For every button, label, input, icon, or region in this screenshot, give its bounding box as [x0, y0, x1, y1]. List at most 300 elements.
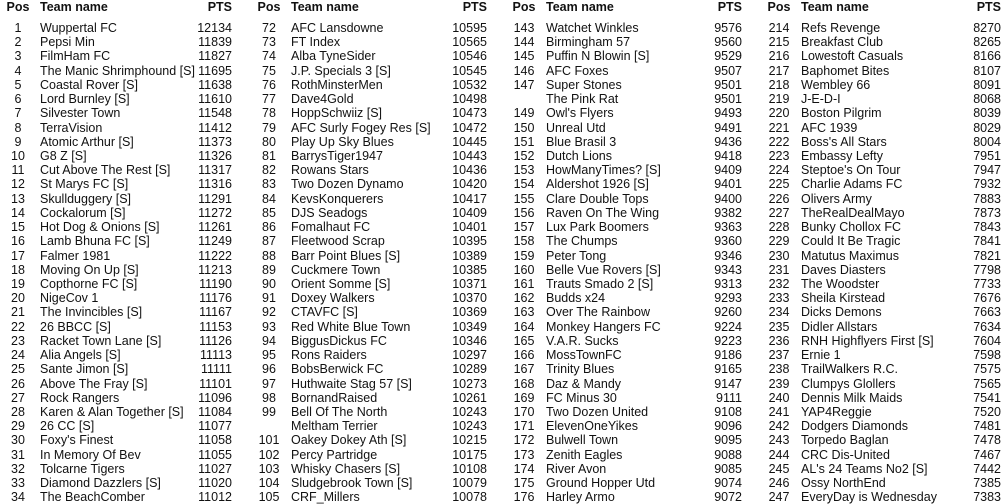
table-row [506, 305, 742, 319]
position-cell: 22 [11, 319, 25, 334]
position-cell: 6 [14, 92, 22, 107]
team-name-cell: Monkey Hangers FC [546, 319, 661, 334]
table-row [761, 334, 1001, 348]
points-cell: 10443 [452, 148, 487, 163]
points-cell: 11839 [198, 35, 232, 50]
team-name-cell: Sheila Kirstead [801, 291, 886, 306]
points-cell: 11020 [198, 476, 232, 491]
team-name-cell: Moving On Up [S] [40, 262, 139, 277]
position-cell: 219 [768, 92, 790, 107]
points-cell: 7883 [973, 191, 1001, 206]
points-cell: 11261 [198, 220, 232, 235]
team-name-cell: Dennis Milk Maids [801, 390, 903, 405]
column-header [251, 0, 487, 14]
position-cell: 31 [11, 447, 25, 462]
table-row [506, 263, 742, 277]
points-cell: 9186 [714, 348, 742, 363]
team-name-cell: Play Up Sky Blues [291, 134, 394, 149]
points-cell: 7843 [973, 220, 1001, 235]
table-row [761, 163, 1001, 177]
points-cell: 10401 [452, 220, 487, 235]
points-cell: 11190 [199, 276, 232, 291]
team-name-cell: Breakfast Club [801, 35, 883, 50]
points-cell: 10370 [452, 291, 487, 306]
team-name-cell: Pepsi Min [40, 35, 95, 50]
points-cell: 7575 [973, 362, 1001, 377]
table-row [506, 348, 742, 362]
header-pos: Pos [257, 0, 281, 14]
position-cell: 13 [11, 191, 25, 206]
position-cell: 233 [768, 291, 790, 306]
points-cell: 9313 [714, 276, 742, 291]
team-name-cell: RothMinsterMen [291, 77, 383, 92]
table-row [0, 64, 232, 78]
points-cell: 7478 [973, 433, 1001, 448]
table-row [251, 419, 487, 433]
position-cell: 99 [262, 404, 276, 419]
team-name-cell: Wuppertal FC [40, 21, 117, 35]
points-cell: 7481 [973, 419, 1001, 434]
table-row [761, 320, 1001, 334]
table-column-3 [506, 0, 742, 504]
table-row [761, 305, 1001, 319]
points-cell: 8166 [973, 49, 1001, 64]
position-cell: 83 [262, 177, 276, 192]
table-row [761, 21, 1001, 35]
team-name-cell: TrailWalkers R.C. [801, 362, 898, 377]
points-cell: 8091 [973, 77, 1001, 92]
points-cell: 7383 [973, 490, 1001, 504]
points-cell: 10473 [452, 106, 487, 121]
points-cell: 11272 [198, 205, 232, 220]
team-name-cell: BornandRaised [291, 390, 378, 405]
team-name-cell: AL's 24 Teams No2 [S] [801, 461, 928, 476]
team-name-cell: 26 CC [S] [40, 419, 95, 434]
team-name-cell: CRF_Millers [291, 490, 360, 504]
points-cell: 9360 [714, 234, 742, 249]
table-row [506, 220, 742, 234]
position-cell: 225 [768, 177, 790, 192]
header-pts: PTS [462, 0, 487, 14]
team-name-cell: Daz & Mandy [546, 376, 622, 391]
points-cell: 11096 [198, 390, 232, 405]
position-cell: 34 [11, 490, 25, 504]
table-row [251, 263, 487, 277]
team-name-cell: Bell Of The North [291, 404, 388, 419]
position-cell: 238 [768, 362, 790, 377]
position-cell: 79 [262, 120, 276, 135]
header-pts: PTS [717, 0, 742, 14]
team-name-cell: Atomic Arthur [S] [40, 134, 134, 149]
points-cell: 9501 [714, 77, 742, 92]
table-row [506, 476, 742, 490]
table-row [506, 419, 742, 433]
points-cell: 11317 [198, 163, 232, 178]
table-row [0, 391, 232, 405]
table-row [0, 163, 232, 177]
points-cell: 10108 [452, 461, 487, 476]
team-name-cell: Over The Rainbow [546, 305, 650, 320]
team-name-cell: Super Stones [546, 77, 622, 92]
position-cell: 156 [513, 205, 535, 220]
position-cell: 173 [513, 447, 535, 462]
points-cell: 11222 [198, 248, 232, 263]
table-row [0, 21, 232, 35]
position-cell: 236 [768, 333, 790, 348]
table-row [506, 320, 742, 334]
team-name-cell: Baphomet Bites [801, 63, 890, 78]
table-row [251, 462, 487, 476]
position-cell: 81 [262, 148, 276, 163]
points-cell: 9418 [714, 148, 742, 163]
position-cell: 1 [14, 21, 22, 35]
table-row [251, 377, 487, 391]
position-cell: 159 [513, 248, 535, 263]
table-row [251, 448, 487, 462]
table-column-2 [251, 0, 487, 504]
position-cell: 174 [513, 461, 535, 476]
position-cell: 226 [768, 191, 790, 206]
points-cell: 10078 [452, 490, 487, 504]
position-cell: 221 [768, 120, 790, 135]
table-row [761, 92, 1001, 106]
table-row [0, 419, 232, 433]
table-row [251, 106, 487, 120]
position-cell: 85 [262, 205, 276, 220]
team-name-cell: Daves Diasters [801, 262, 886, 277]
points-cell: 9343 [714, 262, 742, 277]
table-row [251, 249, 487, 263]
position-cell: 232 [768, 276, 790, 291]
table-row [761, 78, 1001, 92]
table-row [251, 348, 487, 362]
points-cell: 7541 [973, 390, 1001, 405]
team-name-cell: The Woodster [801, 276, 880, 291]
points-cell: 9088 [714, 447, 742, 462]
points-cell: 10472 [452, 120, 487, 135]
table-row [761, 391, 1001, 405]
points-cell: 10289 [452, 362, 487, 377]
table-row [506, 192, 742, 206]
points-cell: 10215 [452, 433, 487, 448]
table-row [0, 149, 232, 163]
position-cell: 18 [11, 262, 25, 277]
points-cell: 10261 [452, 390, 487, 405]
team-name-cell: Matutus Maximus [801, 248, 899, 263]
position-cell: 91 [262, 291, 276, 306]
team-name-cell: Lamb Bhuna FC [S] [40, 234, 150, 249]
team-name-cell: Didler Allstars [801, 319, 878, 334]
team-name-cell: Oakey Dokey Ath [S] [291, 433, 407, 448]
table-row [761, 64, 1001, 78]
position-cell: 14 [11, 205, 25, 220]
table-row [251, 391, 487, 405]
position-cell: 75 [262, 63, 276, 78]
position-cell: 224 [768, 163, 790, 178]
team-name-cell: Silvester Town [40, 106, 121, 121]
points-cell: 9501 [714, 92, 742, 107]
points-cell: 11827 [198, 49, 232, 64]
points-cell: 11695 [198, 63, 232, 78]
points-cell: 11291 [198, 191, 232, 206]
team-name-cell: Sante Jimon [S] [40, 362, 129, 377]
team-name-cell: Barr Point Blues [S] [291, 248, 401, 263]
position-cell: 77 [262, 92, 276, 107]
team-name-cell: ElevenOneYikes [546, 419, 638, 434]
position-cell: 231 [768, 262, 790, 277]
points-cell: 9072 [714, 490, 742, 504]
points-cell: 11077 [198, 419, 232, 434]
team-name-cell: Could It Be Tragic [801, 234, 901, 249]
points-cell: 11153 [199, 319, 232, 334]
table-row [761, 448, 1001, 462]
team-name-cell: Fomalhaut FC [291, 220, 371, 235]
header-team-name: Team name [40, 0, 108, 14]
position-cell: 176 [513, 490, 535, 504]
points-cell: 8029 [973, 120, 1001, 135]
position-cell: 20 [11, 291, 25, 306]
team-name-cell: Doxey Walkers [291, 291, 375, 306]
position-cell: 237 [768, 348, 790, 363]
points-cell: 9095 [714, 433, 742, 448]
team-name-cell: MossTownFC [546, 348, 622, 363]
team-name-cell: Lowestoft Casuals [801, 49, 904, 64]
team-name-cell: V.A.R. Sucks [546, 333, 619, 348]
points-cell: 10546 [452, 49, 487, 64]
position-cell: 155 [513, 191, 535, 206]
points-cell: 9560 [714, 35, 742, 50]
points-cell: 10175 [452, 447, 487, 462]
points-cell: 10297 [452, 348, 487, 363]
position-cell: 171 [513, 419, 535, 434]
points-cell: 10243 [452, 404, 487, 419]
team-name-cell: G8 Z [S] [40, 148, 87, 163]
table-row [251, 21, 487, 35]
points-cell: 11373 [198, 134, 232, 149]
position-cell: 21 [11, 305, 25, 320]
team-name-cell: FilmHam FC [40, 49, 111, 64]
table-row [0, 277, 232, 291]
points-cell: 9223 [714, 333, 742, 348]
points-cell: 10445 [452, 134, 487, 149]
points-cell: 7932 [973, 177, 1001, 192]
points-cell: 11548 [198, 106, 232, 121]
table-row [506, 163, 742, 177]
team-name-cell: Peter Tong [546, 248, 607, 263]
points-cell: 8107 [973, 63, 1001, 78]
points-cell: 11055 [198, 447, 232, 462]
position-cell: 164 [513, 319, 535, 334]
table-row [506, 462, 742, 476]
table-row [506, 448, 742, 462]
team-name-cell: Foxy's Finest [40, 433, 114, 448]
points-cell: 10349 [452, 319, 487, 334]
team-name-cell: Clumpys Glollers [801, 376, 896, 391]
table-row [0, 377, 232, 391]
position-cell: 102 [258, 447, 280, 462]
points-cell: 7841 [973, 234, 1001, 249]
position-cell: 17 [11, 248, 25, 263]
points-cell: 7733 [973, 276, 1001, 291]
position-cell: 215 [768, 35, 790, 50]
points-cell: 7598 [973, 348, 1001, 363]
table-row [761, 377, 1001, 391]
team-name-cell: 26 BBCC [S] [40, 319, 111, 334]
team-name-cell: Trauts Smado 2 [S] [546, 276, 654, 291]
team-name-cell: Charlie Adams FC [801, 177, 903, 192]
team-name-cell: The Invincibles [S] [40, 305, 143, 320]
points-cell: 9085 [714, 461, 742, 476]
points-cell: 9507 [714, 63, 742, 78]
points-cell: 10385 [452, 262, 487, 277]
team-name-cell: FT Index [291, 35, 341, 50]
table-row [761, 476, 1001, 490]
table-row [506, 277, 742, 291]
table-column-4 [761, 0, 1001, 504]
team-name-cell: Watchet Winkles [546, 21, 639, 35]
header-team-name: Team name [546, 0, 614, 14]
position-cell: 161 [513, 276, 535, 291]
position-cell: 87 [262, 234, 276, 249]
position-cell: 168 [513, 376, 535, 391]
position-cell: 23 [11, 333, 25, 348]
header-pts: PTS [976, 0, 1001, 14]
table-row [506, 78, 742, 92]
table-row [761, 49, 1001, 63]
table-row [0, 291, 232, 305]
header-pos: Pos [767, 0, 791, 14]
position-cell: 245 [768, 461, 790, 476]
points-cell: 9165 [714, 362, 742, 377]
points-cell: 10369 [452, 305, 487, 320]
points-cell: 9147 [714, 376, 742, 391]
position-cell: 145 [513, 49, 535, 64]
position-cell: 19 [11, 276, 25, 291]
table-row [0, 92, 232, 106]
team-name-cell: Two Dozen Dynamo [291, 177, 404, 192]
table-row [0, 320, 232, 334]
team-name-cell: Whisky Chasers [S] [291, 461, 401, 476]
points-cell: 11058 [198, 433, 232, 448]
team-name-cell: River Avon [546, 461, 607, 476]
table-row [506, 249, 742, 263]
position-cell: 82 [262, 163, 276, 178]
position-cell: 11 [11, 163, 25, 178]
points-cell: 7565 [973, 376, 1001, 391]
position-cell: 96 [262, 362, 276, 377]
table-row [761, 177, 1001, 191]
team-name-cell: Wembley 66 [801, 77, 871, 92]
table-row [761, 121, 1001, 135]
team-name-cell: J-E-D-I [801, 92, 841, 107]
team-name-cell: The BeachComber [40, 490, 145, 504]
position-cell: 144 [513, 35, 535, 50]
points-cell: 11084 [198, 404, 232, 419]
team-name-cell: EveryDay is Wednesday [801, 490, 937, 504]
position-cell: 10 [11, 148, 25, 163]
position-cell: 146 [513, 63, 535, 78]
points-cell: 11213 [198, 262, 232, 277]
table-row [506, 121, 742, 135]
team-name-cell: Aldershot 1926 [S] [546, 177, 649, 192]
table-row [251, 35, 487, 49]
team-name-cell: Huthwaite Stag 57 [S] [291, 376, 412, 391]
position-cell: 153 [513, 163, 535, 178]
points-cell: 9401 [714, 177, 742, 192]
position-cell: 244 [768, 447, 790, 462]
table-row [0, 490, 232, 504]
table-row [251, 320, 487, 334]
points-cell: 10409 [452, 205, 487, 220]
position-cell: 8 [14, 120, 22, 135]
table-column-1 [0, 0, 232, 504]
table-row [0, 476, 232, 490]
team-name-cell: Torpedo Baglan [801, 433, 889, 448]
position-cell: 228 [768, 220, 790, 235]
team-name-cell: J.P. Specials 3 [S] [291, 63, 391, 78]
team-name-cell: Trinity Blues [546, 362, 615, 377]
table-row [506, 391, 742, 405]
table-row [251, 405, 487, 419]
table-row [251, 149, 487, 163]
table-row [251, 490, 487, 504]
table-row [251, 277, 487, 291]
points-cell: 9363 [714, 220, 742, 235]
team-name-cell: Ground Hopper Utd [546, 476, 656, 491]
team-name-cell: The Chumps [546, 234, 618, 249]
table-row [251, 64, 487, 78]
team-name-cell: AFC Foxes [546, 63, 609, 78]
position-cell: 243 [768, 433, 790, 448]
points-cell: 9382 [714, 205, 742, 220]
points-cell: 11412 [198, 120, 232, 135]
team-name-cell: Red White Blue Town [291, 319, 411, 334]
position-cell: 12 [11, 177, 25, 192]
team-name-cell: Dicks Demons [801, 305, 882, 320]
table-row [506, 64, 742, 78]
table-row [506, 21, 742, 35]
position-cell: 105 [258, 490, 280, 504]
points-cell: 11101 [199, 376, 232, 391]
position-cell: 143 [513, 21, 535, 35]
team-name-cell: Two Dozen United [546, 404, 649, 419]
team-name-cell: BobsBerwick FC [291, 362, 384, 377]
team-name-cell: CTAVFC [S] [291, 305, 358, 320]
table-row [761, 348, 1001, 362]
position-cell: 163 [513, 305, 535, 320]
team-name-cell: Refs Revenge [801, 21, 881, 35]
team-name-cell: Cockalorum [S] [40, 205, 126, 220]
team-name-cell: Puffin N Blowin [S] [546, 49, 650, 64]
points-cell: 9074 [714, 476, 742, 491]
table-row [506, 490, 742, 504]
table-row [506, 377, 742, 391]
team-name-cell: HoppSchwiiz [S] [291, 106, 383, 121]
team-name-cell: Belle Vue Rovers [S] [546, 262, 661, 277]
team-name-cell: Harley Armo [546, 490, 615, 504]
points-cell: 7947 [973, 163, 1001, 178]
team-name-cell: Alia Angels [S] [40, 348, 121, 363]
team-name-cell: TheRealDealMayo [801, 205, 905, 220]
position-cell: 242 [768, 419, 790, 434]
table-row [251, 433, 487, 447]
team-name-cell: Budds x24 [546, 291, 606, 306]
column-header [0, 0, 232, 14]
position-cell: 241 [768, 404, 790, 419]
points-cell: 7873 [973, 205, 1001, 220]
table-row [251, 121, 487, 135]
team-name-cell: BiggusDickus FC [291, 333, 387, 348]
